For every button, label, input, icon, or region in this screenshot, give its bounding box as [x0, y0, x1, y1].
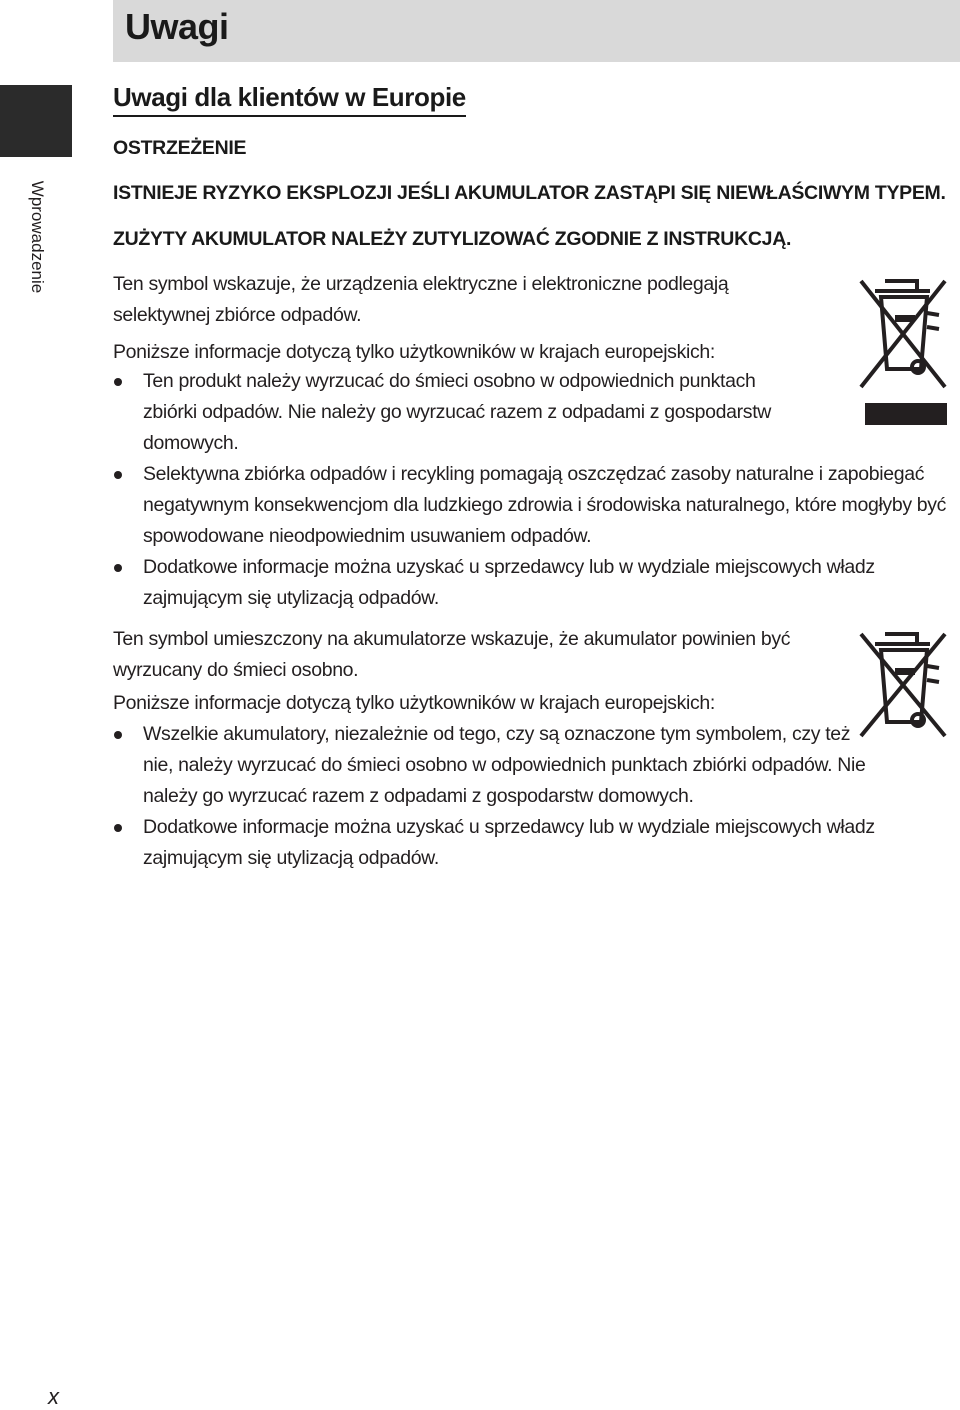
page-number: x — [48, 1384, 59, 1409]
battery-notice-applies: Poniższe informacje dotyczą tylko użytkowników w krajach europejskich: — [113, 692, 715, 714]
bullet-icon — [114, 378, 122, 386]
list-item-text: Wszelkie akumulatory, niezależnie od tego, czy są oznaczone tym symbolem, czy też nie, należy wyrzucać do śmieci osobno w odpowiednich punktach zbiórki odpadów. Nie należy go wyrzucać razem z odpadami z gospodarstw domowych. — [143, 723, 866, 807]
page-title: Uwagi — [125, 6, 229, 47]
list-item — [113, 459, 950, 552]
list-item — [113, 719, 868, 812]
list-item-text: Dodatkowe informacje można uzyskać u sprzedawcy lub w wydziale miejscowych władz zajmującym się utylizacją odpadów. — [143, 816, 875, 869]
battery-notice-list — [113, 719, 913, 874]
chapter-tab-label: Wprowadzenie — [28, 180, 47, 294]
warning-line-1: ISTNIEJE RYZYKO EKSPLOZJI JEŚLI AKUMULATOR ZASTĄPI SIĘ NIEWŁAŚCIWYM TYPEM. — [113, 182, 946, 204]
bullet-icon — [114, 731, 122, 739]
list-item — [113, 812, 933, 874]
warning-heading: OSTRZEŻENIE — [113, 137, 247, 159]
section-title: Uwagi dla klientów w Europie — [113, 80, 466, 117]
list-item-text: Ten produkt należy wyrzucać do śmieci osobno w odpowiednich punktach zbiórki odpadów. Nie należy go wyrzucać razem z odpadami z gospodarstw domowych. — [143, 370, 771, 454]
battery-notice-intro: Ten symbol umieszczony na akumulatorze wskazuje, że akumulator powinien być wyrzucany do śmieci osobno. — [113, 628, 791, 681]
list-item — [113, 366, 808, 459]
device-notice-intro: Ten symbol wskazuje, że urządzenia elektryczne i elektroniczne podlegają selektywnej zbiórce odpadów. — [113, 273, 729, 326]
device-notice-applies: Poniższe informacje dotyczą tylko użytkowników w krajach europejskich: — [113, 341, 715, 363]
device-notice-list — [113, 366, 950, 614]
page-header — [113, 0, 960, 62]
list-item-text: Selektywna zbiórka odpadów i recykling pomagają oszczędzać zasoby naturalne i zapobiegać negatywnym konsekwencjom dla ludzkiego zdrowia i środowiska naturalnego, które mogłyby być spowodowane nieodpowiednim usuwaniem odpadów. — [143, 463, 947, 547]
bullet-icon — [114, 564, 122, 572]
warning-line-2: ZUŻYTY AKUMULATOR NALEŻY ZUTYLIZOWAĆ ZGODNIE Z INSTRUKCJĄ. — [113, 228, 792, 250]
crossed-out-wheelie-bin-with-bar-icon — [855, 275, 950, 430]
chapter-tab-marker — [0, 85, 72, 157]
crossed-out-wheelie-bin-icon — [855, 628, 950, 743]
list-item — [113, 552, 933, 614]
bullet-icon — [114, 471, 122, 479]
bullet-icon — [114, 824, 122, 832]
list-item-text: Dodatkowe informacje można uzyskać u sprzedawcy lub w wydziale miejscowych władz zajmującym się utylizacją odpadów. — [143, 556, 875, 609]
